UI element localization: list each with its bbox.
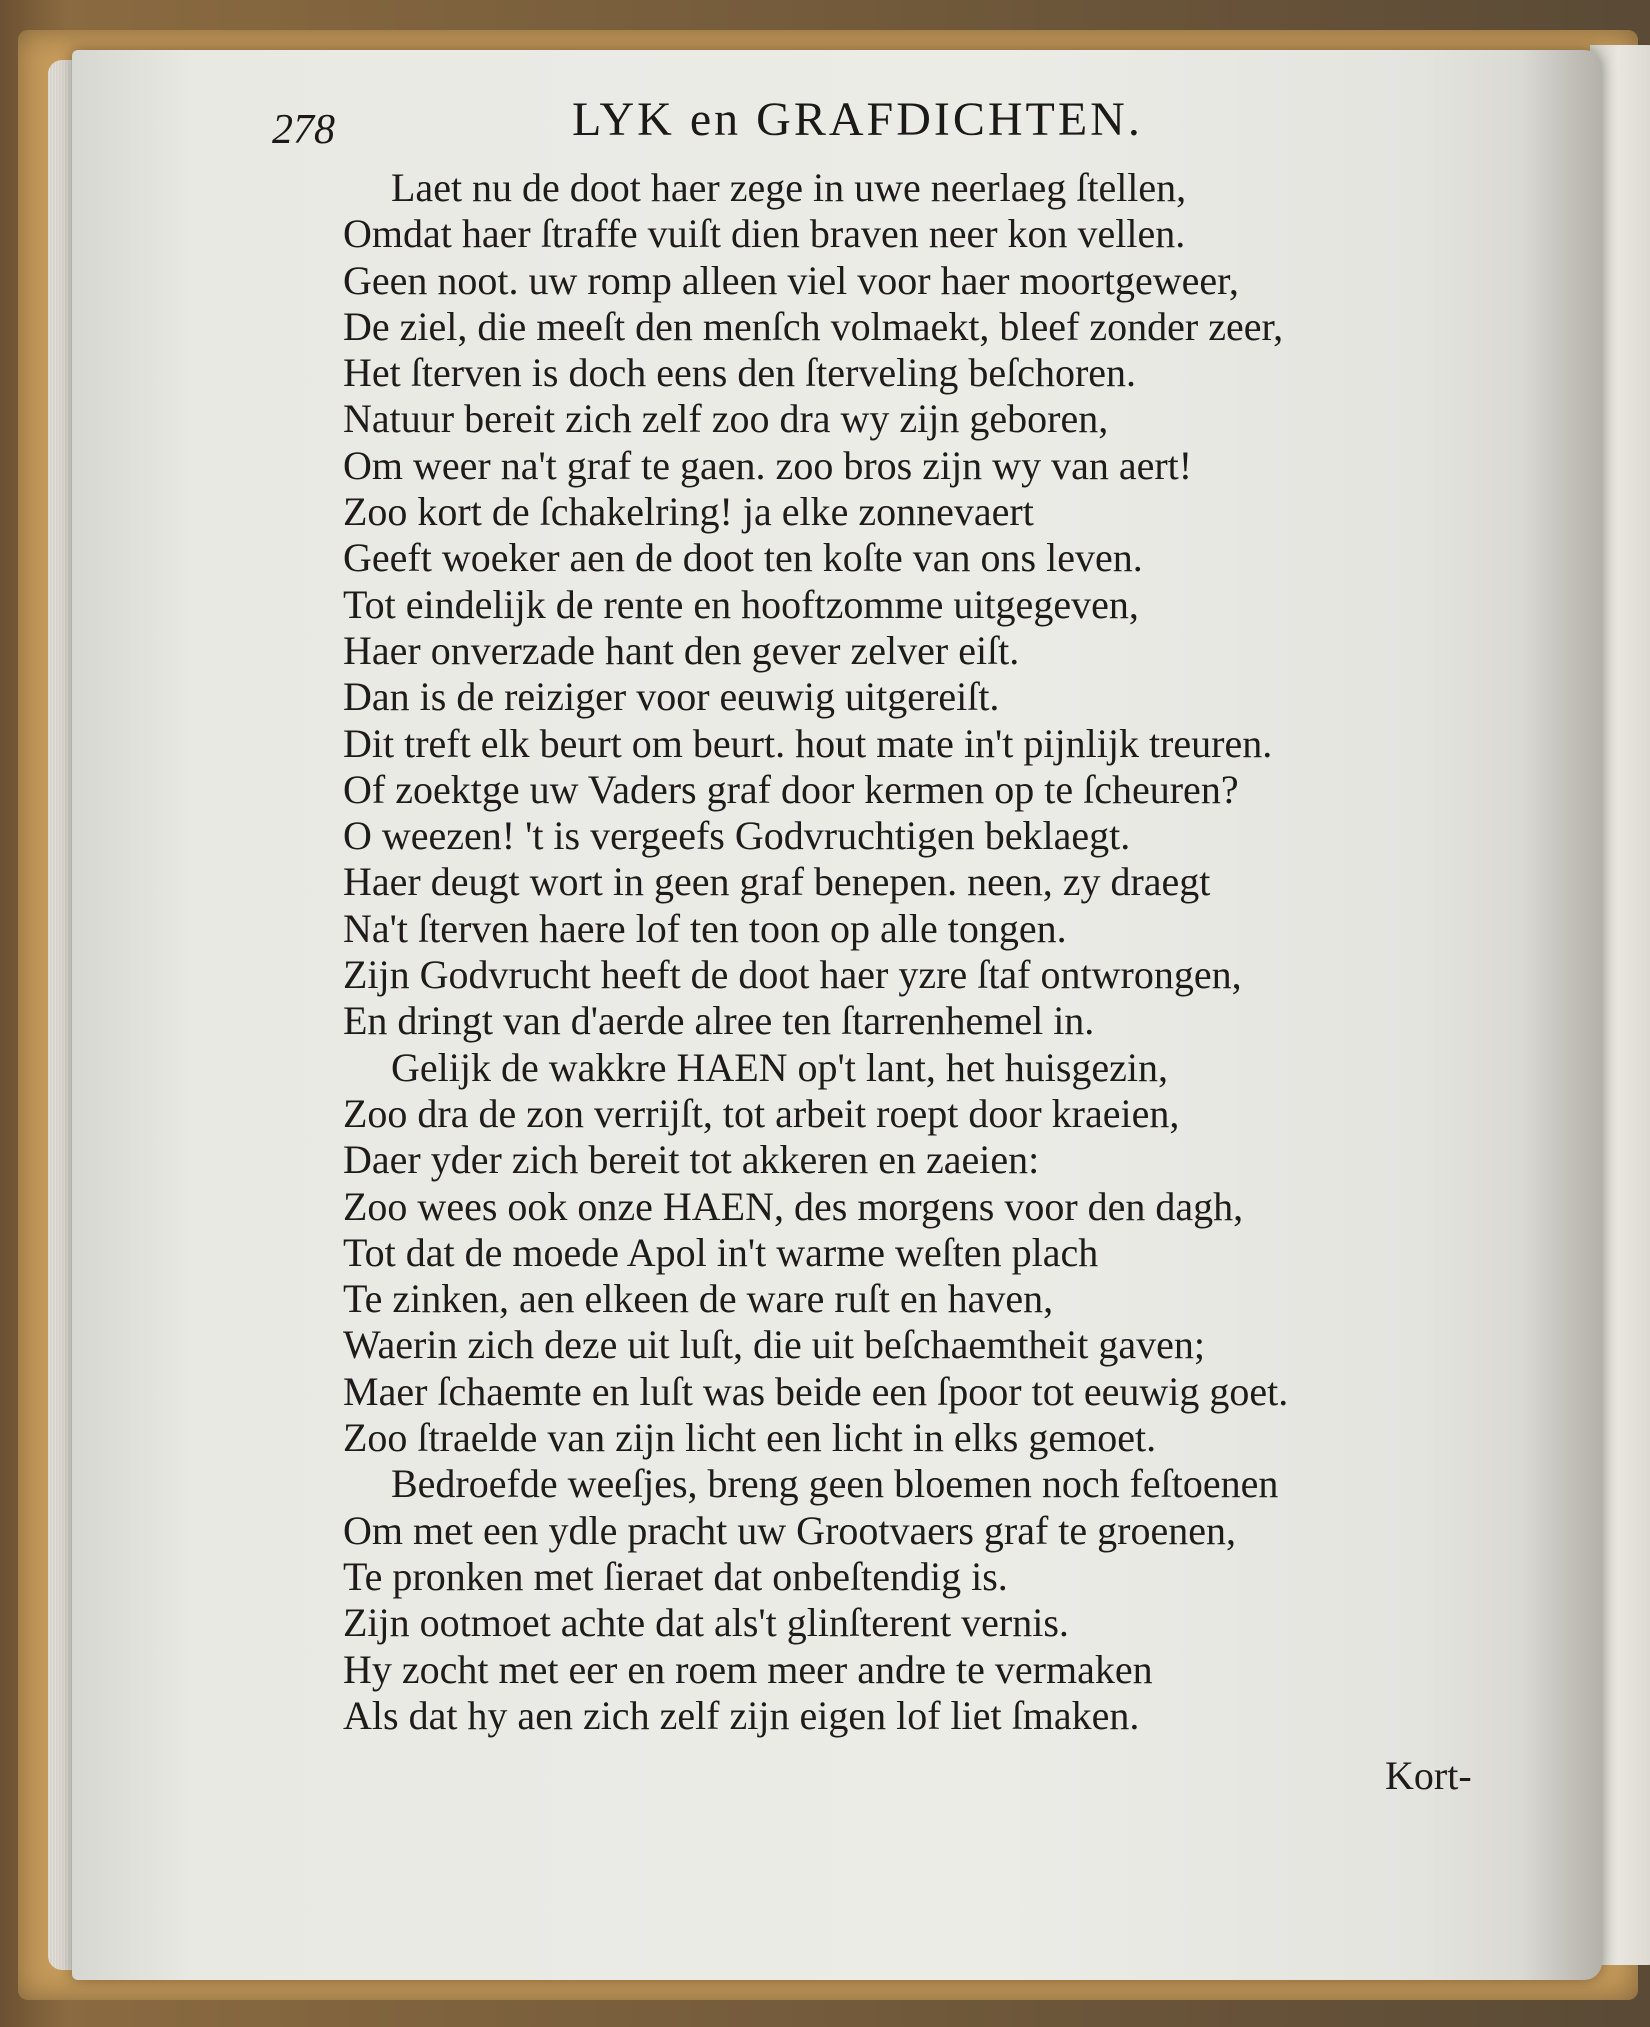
poem-line: Haer onverzade hant den gever zelver eiſt. <box>343 627 1020 673</box>
poem-line: Zoo ſtraelde van zijn licht een licht in elks gemoet. <box>343 1415 1157 1461</box>
poem-line: Zoo wees ook onze HAEN, des morgens voor den dagh, <box>343 1183 1244 1229</box>
poem-line: Om weer na't graf te gaen. zoo bros zijn wy van aert! <box>343 442 1193 488</box>
poem-line: Na't ſterven haere lof ten toon op alle tongen. <box>343 905 1067 951</box>
running-title: LYK en GRAFDICHTEN. <box>572 93 1143 146</box>
poem-line: Om met een ydle pracht uw Grootvaers graf te groenen, <box>343 1507 1236 1553</box>
poem-line: Natuur bereit zich zelf zoo dra wy zijn geboren, <box>343 396 1109 442</box>
poem-line: Zoo dra de zon verrijſt, tot arbeit roept door kraeien, <box>343 1090 1180 1136</box>
gutter-shadow <box>1522 50 1602 1980</box>
page-header <box>272 92 1272 162</box>
poem-line: Bedroefde weeſjes, breng geen bloemen noch feſtoenen <box>391 1461 1279 1507</box>
poem-line: Omdat haer ſtraffe vuiſt dien braven neer kon vellen. <box>343 211 1186 257</box>
poem-line: Haer deugt wort in geen graf benepen. neen, zy draegt <box>343 859 1211 905</box>
poem-line: Geeft woeker aen de doot ten koſte van ons leven. <box>343 535 1143 581</box>
poem-line: Of zoektge uw Vaders graf door kermen op te ſcheuren? <box>343 766 1239 812</box>
poem-text <box>343 165 1523 1739</box>
poem-line: Tot eindelijk de rente en hooftzomme uitgegeven, <box>343 581 1139 627</box>
poem-line: Tot dat de moede Apol in't warme weſten plach <box>343 1229 1099 1275</box>
poem-line: Geen noot. uw romp alleen viel voor haer moortgeweer, <box>343 257 1239 303</box>
poem-line: Te zinken, aen elkeen de ware ruſt en haven, <box>343 1276 1054 1322</box>
catchword: Kort- <box>1385 1753 1472 1798</box>
poem-line: Te pronken met ſieraet dat onbeſtendig is. <box>343 1553 1008 1599</box>
poem-line: En dringt van d'aerde alree ten ſtarrenhemel in. <box>343 998 1095 1044</box>
poem-line: Zijn Godvrucht heeft de doot haer yzre ſtaf ontwrongen, <box>343 952 1242 998</box>
poem-line: Zijn ootmoet achte dat als't glinſterent vernis. <box>343 1600 1069 1646</box>
poem-line: Het ſterven is doch eens den ſterveling beſchoren. <box>343 350 1137 396</box>
poem-line: Gelijk de wakkre HAEN op't lant, het huisgezin, <box>391 1044 1169 1090</box>
poem-line: Zoo kort de ſchakelring! ja elke zonnevaert <box>343 489 1034 535</box>
poem-line: O weezen! 't is vergeefs Godvruchtigen beklaegt. <box>343 813 1131 859</box>
poem-line: Maer ſchaemte en luſt was beide een ſpoor tot eeuwig goet. <box>343 1368 1289 1414</box>
poem-line: Hy zocht met eer en roem meer andre te vermaken <box>343 1646 1153 1692</box>
poem-line: Daer yder zich bereit tot akkeren en zaeien: <box>343 1137 1040 1183</box>
poem-line: De ziel, die meeſt den menſch volmaekt, bleef zonder zeer, <box>343 303 1284 349</box>
poem-line: Dit treft elk beurt om beurt. hout mate in't pijnlijk treuren. <box>343 720 1273 766</box>
poem-line: Dan is de reiziger voor eeuwig uitgereiſt. <box>343 674 1000 720</box>
page-number: 278 <box>272 107 335 153</box>
poem-line: Als dat hy aen zich zelf zijn eigen lof liet ſmaken. <box>343 1692 1140 1738</box>
poem-line: Waerin zich deze uit luſt, die uit beſchaemtheit gaven; <box>343 1322 1205 1368</box>
poem-line: Laet nu de doot haer zege in uwe neerlaeg ſtellen, <box>391 165 1187 210</box>
